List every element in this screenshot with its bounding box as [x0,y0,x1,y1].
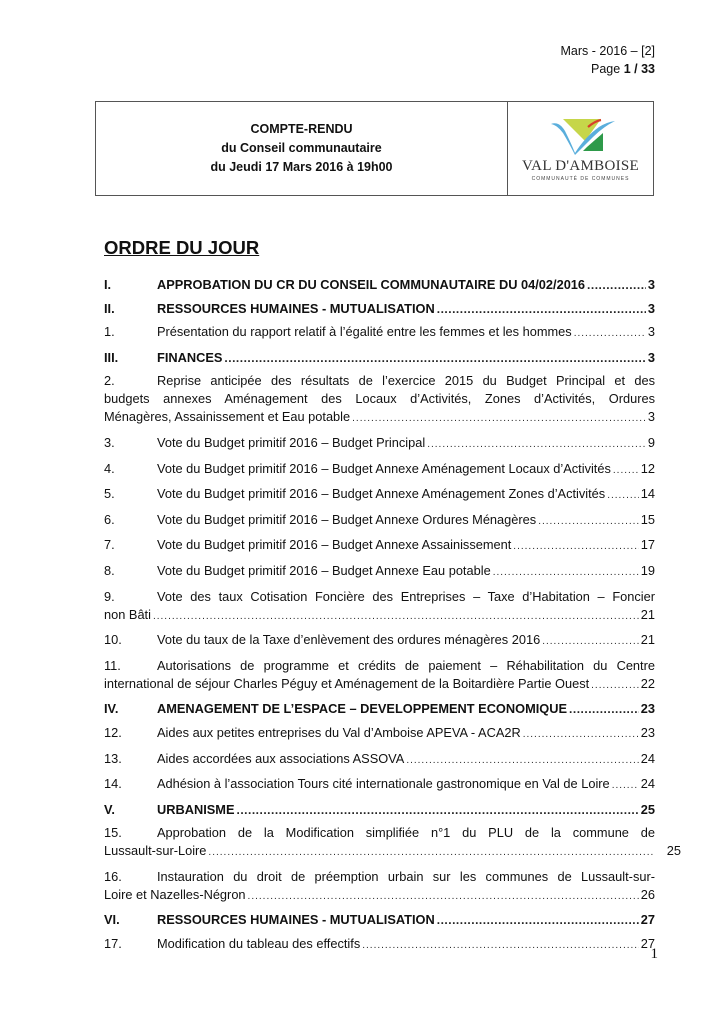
dot-leader [612,777,639,795]
title-box [95,101,654,196]
toc-entry-page: 21 [640,606,655,622]
page-total: 33 [641,62,655,76]
toc-entry-text: Vote du Budget primitif 2016 – Budget Annexe Aménagement Locaux d’Activités [157,460,611,476]
toc-entry-text-line-1: Vote des taux Cotisation Foncière des Entreprises – Taxe d’Habitation – Foncier [157,588,655,604]
toc-entry-page: 3 [647,300,655,316]
toc-entry-number: 14. [104,776,122,792]
toc-entry-number: I. [104,277,112,292]
toc-entry[interactable] [104,801,655,819]
toc-entry-text-line-1: Approbation de la Modification simplifiée n°1 du PLU de la commune de [157,825,655,841]
toc-entry[interactable] [104,724,655,744]
toc-entry[interactable] [104,460,655,480]
toc-entry-page: 24 [640,750,655,766]
toc-entry-page: 15 [640,511,655,527]
toc-entry-page: 14 [640,486,655,502]
toc-entry-text: Vote du Budget primitif 2016 – Budget Annexe Aménagement Zones d’Activités [157,486,606,502]
toc-entry-number: IV. [104,701,119,717]
logo-name: VAL D'AMBOISE [521,158,640,174]
toc-entry-page: 19 [640,562,655,578]
toc-entry[interactable] [104,536,655,556]
toc-entry-number: VI. [104,912,120,928]
toc-entry[interactable] [104,631,655,651]
toc-entry-text: Aides accordées aux associations ASSOVA [157,750,405,766]
page-indicator [561,60,656,78]
toc-entry-page: 17 [640,537,655,553]
page-header [561,42,656,78]
toc-entry-page: 3 [647,277,655,292]
toc-entry-number: 1. [104,324,115,340]
toc-entry-number: III. [104,349,119,365]
toc-entry[interactable] [104,775,655,795]
toc-entry-text-line-2: non Bâti [104,606,151,622]
dot-leader [591,677,639,695]
toc-entry-text-line-1: Reprise anticipée des résultats de l’exercice 2015 du Budget Principal et des [157,373,655,389]
title-line-1: COMPTE-RENDU [250,122,353,136]
toc-entry-text: Adhésion à l’association Tours cité internationale gastronomique en Val de Loire [157,776,610,792]
table-of-contents [104,276,681,961]
toc-entry[interactable] [104,372,655,428]
title-line-3: du Jeudi 17 Mars 2016 à 19h00 [210,160,393,174]
toc-entry-number: 2. [104,373,115,389]
toc-entry-text: Aides aux petites entreprises du Val d’Amboise APEVA - ACA2R [157,724,521,740]
toc-entry-text-line-2: Loire et Nazelles-Négron [104,886,246,902]
toc-entry-number: 11. [104,657,121,673]
title-line-2: du Conseil communautaire [221,141,382,155]
toc-entry-text: AMENAGEMENT DE L’ESPACE – DEVELOPPEMENT ECONOMIQUE [157,701,568,717]
toc-entry-number: 15. [104,825,122,841]
toc-entry[interactable] [104,588,655,626]
toc-entry[interactable] [104,657,655,695]
toc-entry-page: 12 [640,460,655,476]
toc-entry[interactable] [104,276,655,294]
toc-entry-text-line-1: Autorisations de programme et crédits de paiement – Réhabilitation du Centre [157,657,655,673]
dot-leader [513,538,638,556]
dot-leader [352,410,646,428]
toc-entry-number: 5. [104,486,115,502]
toc-entry-number: 13. [104,750,122,766]
toc-entry[interactable] [104,485,655,505]
toc-entry[interactable] [104,323,655,343]
toc-entry[interactable] [104,562,655,582]
toc-entry-text: APPROBATION DU CR DU CONSEIL COMMUNAUTAIRE DU 04/02/2016 [157,277,586,292]
dot-leader [574,325,646,343]
toc-entry-page: 9 [647,434,655,450]
toc-entry[interactable] [104,434,655,454]
toc-entry[interactable] [104,511,655,531]
dot-leader [153,608,639,626]
toc-entry-text: Vote du taux de la Taxe d’enlèvement des ordures ménagères 2016 [157,632,541,648]
toc-entry-text: Vote du Budget primitif 2016 – Budget Annexe Eau potable [157,562,491,578]
toc-entry-text: Modification du tableau des effectifs [157,936,361,952]
toc-entry[interactable] [104,349,655,367]
dot-leader [427,436,646,454]
toc-entry[interactable] [104,911,655,929]
toc-entry-number: 9. [104,588,115,604]
toc-entry-page: 3 [647,324,655,340]
toc-entry-text: URBANISME [157,801,235,817]
toc-entry-page: 3 [647,349,655,365]
toc-entry-number: 7. [104,537,115,553]
toc-entry[interactable] [104,935,655,955]
dot-leader [523,726,639,744]
toc-entry-text: RESSOURCES HUMAINES - MUTUALISATION [157,912,435,928]
toc-entry-text: Vote du Budget primitif 2016 – Budget Annexe Assainissement [157,537,512,553]
document-title [96,102,508,195]
dot-leader [587,276,646,294]
toc-entry[interactable] [104,750,655,770]
dot-leader [569,700,639,718]
page-separator: / [634,62,638,76]
toc-entry-text: Vote du Budget primitif 2016 – Budget Annexe Ordures Ménagères [157,511,537,527]
dot-leader [607,487,639,505]
dot-leader [437,911,639,929]
toc-entry-number: 10. [104,632,122,648]
toc-entry-page: 27 [640,936,655,952]
toc-entry-text-line-2: Lussault-sur-Loire [104,843,207,859]
toc-entry-page: 22 [640,675,655,691]
toc-entry-number: II. [104,300,115,316]
dot-leader [542,633,639,651]
toc-entry-text-line-2: budgets annexes Aménagement des Locaux d’Activités, Zones d’Activités, Ordures [104,391,655,407]
toc-entry-page: 21 [640,632,655,648]
page-current: 1 [623,62,631,76]
dot-leader [237,801,639,819]
document-reference: Mars - 2016 – [2] [560,44,655,58]
organization-logo [508,102,653,195]
logo-subtitle: COMMUNAUTÉ DE COMMUNES [531,176,630,182]
toc-entry-number: 16. [104,868,122,884]
toc-entry-number: 12. [104,724,122,740]
toc-entry-page: 25 [640,801,655,817]
toc-entry-number: 3. [104,434,115,450]
toc-entry-text: Présentation du rapport relatif à l’égalité entre les femmes et les hommes [157,324,572,340]
toc-entry-text-line-3: Ménagères, Assainissement et Eau potable [104,409,351,425]
toc-entry-number: 17. [104,936,122,952]
toc-entry-page: 23 [640,701,655,717]
toc-entry-number: 8. [104,562,115,578]
dot-leader [208,844,654,862]
toc-entry-page: 27 [640,912,655,928]
val-damboise-logo-icon [541,115,621,157]
toc-entry-page: 24 [640,776,655,792]
toc-entry-page: 23 [640,724,655,740]
page-label: Page [591,62,621,76]
dot-leader [224,349,645,367]
toc-entry-number: 4. [104,460,115,476]
dot-leader [362,937,639,955]
dot-leader [538,513,639,531]
toc-entry-page: 3 [647,409,655,425]
toc-entry-text-line-2: international de séjour Charles Péguy et Aménagement de la Boitardière Partie Ouest [104,675,590,691]
dot-leader [613,462,639,480]
toc-entry[interactable] [104,824,681,862]
dot-leader [406,752,638,770]
toc-entry-text: Vote du Budget primitif 2016 – Budget Principal [157,434,426,450]
toc-entry-text: RESSOURCES HUMAINES - MUTUALISATION [157,300,435,316]
toc-heading: ORDRE DU JOUR [104,237,260,258]
footer-page-number: 1 [650,946,658,962]
dot-leader [248,888,639,906]
toc-entry[interactable] [104,300,655,318]
toc-entry-text: FINANCES [157,349,223,365]
toc-entry-page: 26 [640,886,655,902]
dot-leader [437,300,646,318]
toc-entry[interactable] [104,700,655,718]
toc-entry-page: 25 [666,843,681,859]
toc-entry-text-line-1: Instauration du droit de préemption urbain sur les communes de Lussault-sur- [157,868,655,884]
toc-entry[interactable] [104,868,655,906]
toc-entry-number: 6. [104,511,115,527]
toc-entry-number: V. [104,801,115,817]
dot-leader [493,564,639,582]
